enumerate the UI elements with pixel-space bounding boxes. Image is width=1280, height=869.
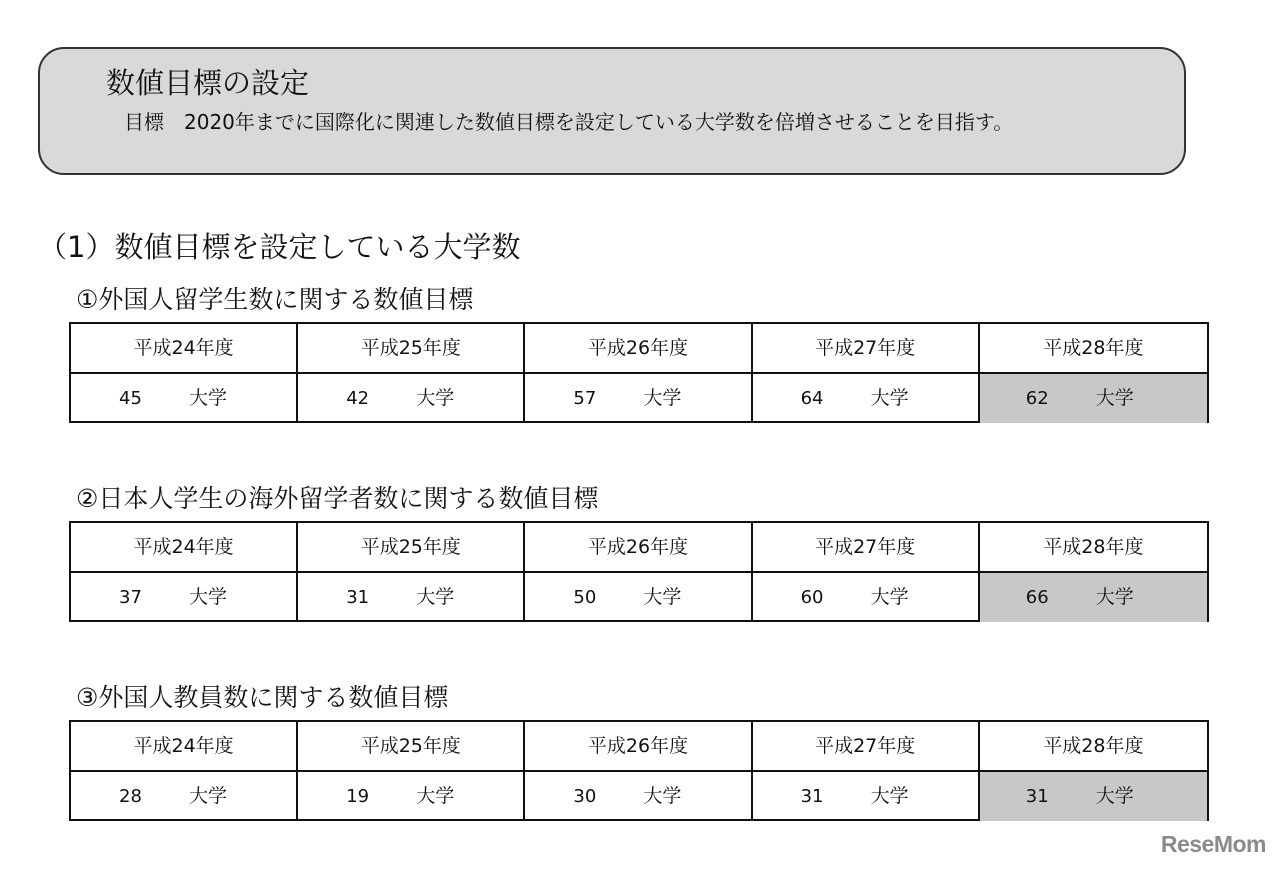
unit-label: 大学 <box>1095 387 1134 409</box>
university-count: 28 <box>119 786 142 807</box>
data-table-3 <box>69 720 1209 821</box>
university-count: 64 <box>800 388 824 409</box>
value-cell <box>753 374 980 423</box>
university-count: 31 <box>346 587 370 608</box>
unit-label: 大学 <box>643 586 682 608</box>
table-title-3: ③外国人教員数に関する数値目標 <box>76 683 449 712</box>
year-header: 平成27年度 <box>753 324 980 374</box>
unit-label: 大学 <box>870 785 909 807</box>
unit-label: 大学 <box>189 387 228 409</box>
year-header: 平成28年度 <box>980 722 1207 772</box>
year-header: 平成26年度 <box>525 324 752 374</box>
unit-label: 大学 <box>416 586 455 608</box>
target-line <box>124 107 1013 137</box>
university-count: 37 <box>119 587 142 608</box>
value-cell-highlighted <box>980 772 1207 821</box>
unit-label: 大学 <box>870 387 909 409</box>
year-header: 平成26年度 <box>525 722 752 772</box>
unit-label: 大学 <box>416 785 455 807</box>
unit-label: 大学 <box>1095 785 1134 807</box>
table-title-2: ②日本人学生の海外留学者数に関する数値目標 <box>76 484 599 513</box>
university-count: 45 <box>119 388 142 409</box>
unit-label: 大学 <box>1095 586 1134 608</box>
year-header: 平成28年度 <box>980 324 1207 374</box>
value-cell <box>71 374 298 423</box>
resemom-watermark: ReseMom <box>1160 831 1266 857</box>
year-header: 平成27年度 <box>753 523 980 573</box>
value-cell-highlighted <box>980 374 1207 423</box>
year-header: 平成25年度 <box>298 523 525 573</box>
university-count: 19 <box>346 786 370 807</box>
value-cell <box>753 573 980 622</box>
unit-label: 大学 <box>870 586 909 608</box>
year-header: 平成24年度 <box>71 523 298 573</box>
university-count: 57 <box>573 388 597 409</box>
table-title-1: ①外国人留学生数に関する数値目標 <box>76 285 474 314</box>
unit-label: 大学 <box>643 387 682 409</box>
university-count: 60 <box>800 587 824 608</box>
university-count: 30 <box>573 786 597 807</box>
target-box <box>38 47 1186 175</box>
university-count: 62 <box>1025 388 1049 409</box>
unit-label: 大学 <box>643 785 682 807</box>
value-cell <box>525 374 752 423</box>
year-header: 平成27年度 <box>753 722 980 772</box>
university-count: 50 <box>573 587 597 608</box>
university-count: 66 <box>1025 587 1049 608</box>
value-cell <box>525 772 752 821</box>
year-header: 平成25年度 <box>298 324 525 374</box>
value-cell <box>298 772 525 821</box>
unit-label: 大学 <box>416 387 455 409</box>
value-cell <box>525 573 752 622</box>
university-count: 42 <box>346 388 370 409</box>
target-heading: 数値目標の設定 <box>106 66 310 100</box>
value-cell <box>298 374 525 423</box>
university-count: 31 <box>800 786 824 807</box>
year-header: 平成28年度 <box>980 523 1207 573</box>
university-count: 31 <box>1025 786 1049 807</box>
data-table-1 <box>69 322 1209 423</box>
value-cell-highlighted <box>980 573 1207 622</box>
data-table-2 <box>69 521 1209 622</box>
year-header: 平成25年度 <box>298 722 525 772</box>
target-text: 2020年までに国際化に関連した数値目標を設定している大学数を倍増させることを目指す。 <box>184 110 1014 134</box>
year-header: 平成26年度 <box>525 523 752 573</box>
value-cell <box>298 573 525 622</box>
value-cell <box>71 573 298 622</box>
section-heading: （1）数値目標を設定している大学数 <box>38 230 521 264</box>
value-cell <box>753 772 980 821</box>
year-header: 平成24年度 <box>71 324 298 374</box>
year-header: 平成24年度 <box>71 722 298 772</box>
target-label: 目標 <box>124 110 164 134</box>
unit-label: 大学 <box>189 785 228 807</box>
unit-label: 大学 <box>189 586 228 608</box>
value-cell <box>71 772 298 821</box>
